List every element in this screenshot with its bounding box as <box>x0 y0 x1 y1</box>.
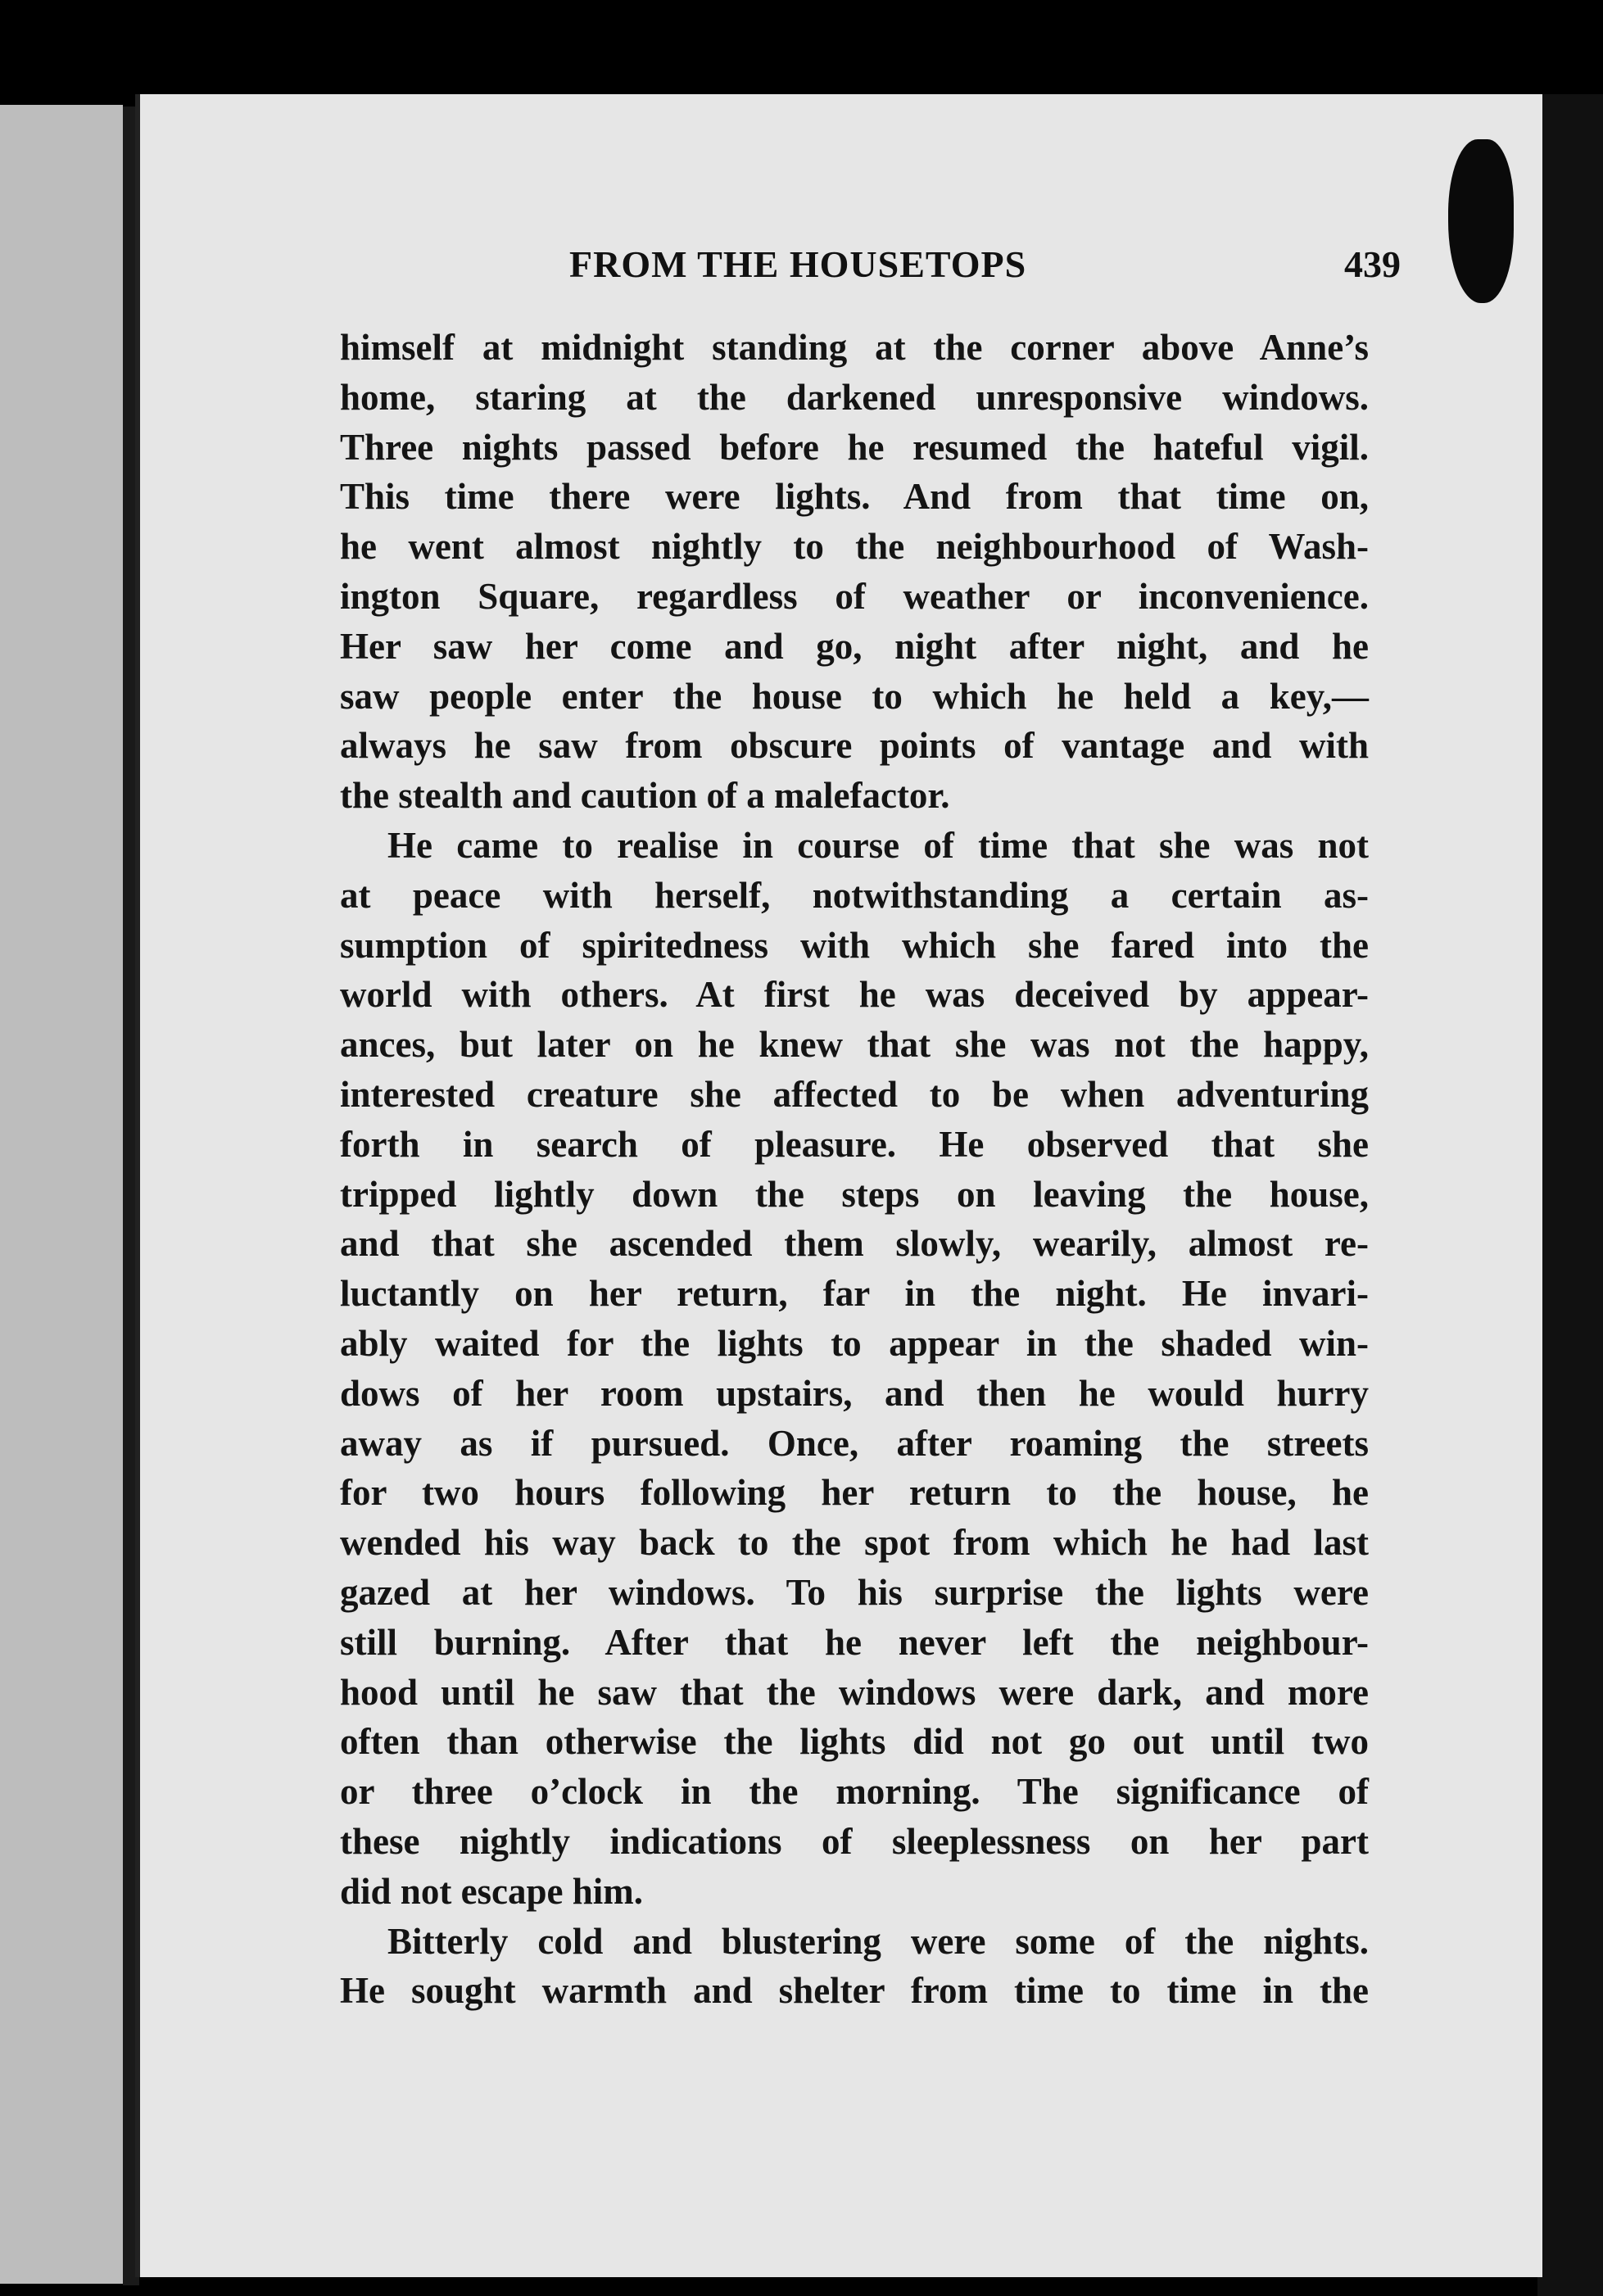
text-line: ably waited for the lights to appear in the shaded win- <box>340 1322 1369 1364</box>
running-head <box>340 242 1401 295</box>
running-title: FROM THE HOUSETOPS <box>569 243 1027 285</box>
text-line: still burning. After that he never left the neighbour- <box>340 1621 1369 1663</box>
text-line: tripped lightly down the steps on leaving the house, <box>340 1173 1369 1215</box>
text-line: for two hours following her return to the house, he <box>340 1472 1369 1514</box>
text-line: the stealth and caution of a malefactor. <box>340 775 950 817</box>
text-line: world with others. At first he was deceived by appear- <box>340 974 1369 1016</box>
text-line: Three nights passed before he resumed the hateful vigil. <box>340 426 1369 468</box>
text-line: ington Square, regardless of weather or inconvenience. <box>340 575 1369 617</box>
text-line: He came to realise in course of time that she was not <box>387 824 1369 866</box>
text-line: luctantly on her return, far in the night. He invari- <box>340 1273 1369 1315</box>
text-line: often than otherwise the lights did not go out until two <box>340 1721 1369 1763</box>
text-line: This time there were lights. And from that time on, <box>340 476 1369 518</box>
text-line: Her saw her come and go, night after night, and he <box>340 625 1369 667</box>
text-line: gazed at her windows. To his surprise the lights were <box>340 1571 1369 1613</box>
text-line: away as if pursued. Once, after roaming the streets <box>340 1422 1369 1464</box>
text-line: saw people enter the house to which he held a key,— <box>340 675 1369 717</box>
text-line: and that she ascended them slowly, wearily, almost re- <box>340 1223 1369 1265</box>
text-line: ances, but later on he knew that she was not the happy, <box>340 1024 1369 1066</box>
text-line: forth in search of pleasure. He observed that she <box>340 1123 1369 1165</box>
text-line: sumption of spiritedness with which she fared into the <box>340 924 1369 966</box>
text-line: hood until he saw that the windows were dark, and more <box>340 1671 1369 1713</box>
text-line: he went almost nightly to the neighbourhood of Wash- <box>340 526 1369 568</box>
facing-page-edge <box>0 105 123 2284</box>
text-line: interested creature she affected to be when adventuring <box>340 1073 1369 1115</box>
text-line: these nightly indications of sleeplessness on her part <box>340 1820 1369 1862</box>
text-line: wended his way back to the spot from which he had last <box>340 1522 1369 1564</box>
body-text <box>340 323 1369 2016</box>
page-number: 439 <box>1344 243 1401 285</box>
text-line: He sought warmth and shelter from time to time in the <box>340 1970 1369 2012</box>
text-line: dows of her room upstairs, and then he would hurry <box>340 1372 1369 1414</box>
text-line: himself at midnight standing at the corner above Anne’s <box>340 327 1369 368</box>
text-line: at peace with herself, notwithstanding a certain as- <box>340 874 1369 916</box>
text-line: always he saw from obscure points of vantage and with <box>340 725 1369 767</box>
text-line: home, staring at the darkened unresponsive windows. <box>340 376 1369 418</box>
right-border <box>1537 94 1603 2296</box>
text-line: or three o’clock in the morning. The significance of <box>340 1771 1369 1813</box>
text-line: Bitterly cold and blustering were some of the nights. <box>387 1920 1369 1962</box>
text-line: did not escape him. <box>340 1870 644 1912</box>
binding-blot <box>1448 139 1514 303</box>
